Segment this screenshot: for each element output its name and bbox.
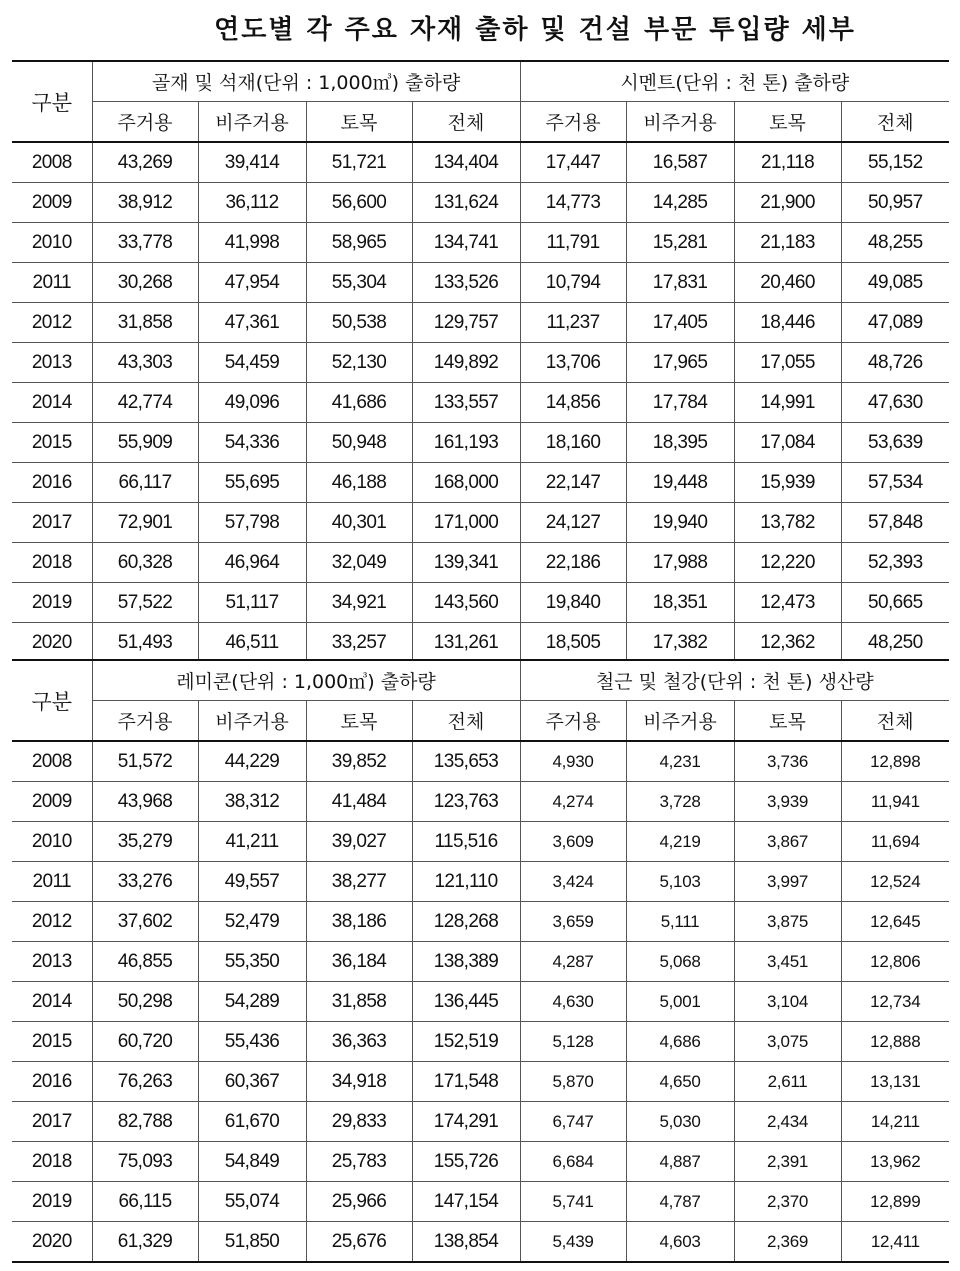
value-cell: 138,389 <box>412 942 520 982</box>
aggregate-group-header: 골재 및 석재(단위 : 1,000㎥) 출하량 <box>92 61 520 102</box>
value-cell: 41,484 <box>306 782 412 822</box>
value-cell: 152,519 <box>412 1022 520 1062</box>
value-cell: 12,734 <box>841 982 949 1022</box>
table-row <box>12 543 949 583</box>
value-cell: 22,147 <box>520 463 626 503</box>
year-cell: 2014 <box>12 982 92 1022</box>
value-cell: 6,684 <box>520 1142 626 1182</box>
value-cell: 41,998 <box>198 223 306 263</box>
value-cell: 3,609 <box>520 822 626 862</box>
value-cell: 5,103 <box>626 862 734 902</box>
value-cell: 5,030 <box>626 1102 734 1142</box>
value-cell: 44,229 <box>198 741 306 782</box>
value-cell: 17,988 <box>626 543 734 583</box>
value-cell: 5,439 <box>520 1222 626 1263</box>
value-cell: 57,848 <box>841 503 949 543</box>
value-cell: 50,957 <box>841 183 949 223</box>
value-cell: 12,888 <box>841 1022 949 1062</box>
value-cell: 4,603 <box>626 1222 734 1263</box>
value-cell: 5,068 <box>626 942 734 982</box>
value-cell: 47,954 <box>198 263 306 303</box>
value-cell: 14,856 <box>520 383 626 423</box>
table-row <box>12 423 949 463</box>
table-row <box>12 1222 949 1263</box>
value-cell: 3,867 <box>734 822 841 862</box>
value-cell: 42,774 <box>92 383 198 423</box>
value-cell: 33,257 <box>306 623 412 664</box>
value-cell: 133,557 <box>412 383 520 423</box>
value-cell: 55,909 <box>92 423 198 463</box>
value-cell: 52,479 <box>198 902 306 942</box>
value-cell: 6,747 <box>520 1102 626 1142</box>
table-row <box>12 982 949 1022</box>
col-header-nonresidential: 비주거용 <box>198 102 306 143</box>
value-cell: 5,128 <box>520 1022 626 1062</box>
value-cell: 4,887 <box>626 1142 734 1182</box>
value-cell: 55,436 <box>198 1022 306 1062</box>
value-cell: 3,728 <box>626 782 734 822</box>
table-row <box>12 1182 949 1222</box>
value-cell: 51,850 <box>198 1222 306 1263</box>
value-cell: 48,726 <box>841 343 949 383</box>
value-cell: 17,965 <box>626 343 734 383</box>
value-cell: 46,964 <box>198 543 306 583</box>
value-cell: 41,211 <box>198 822 306 862</box>
value-cell: 4,219 <box>626 822 734 862</box>
year-cell: 2013 <box>12 343 92 383</box>
col-header-residential: 주거용 <box>520 102 626 143</box>
table-row <box>12 343 949 383</box>
value-cell: 14,991 <box>734 383 841 423</box>
year-cell: 2019 <box>12 583 92 623</box>
value-cell: 21,183 <box>734 223 841 263</box>
value-cell: 3,659 <box>520 902 626 942</box>
year-cell: 2013 <box>12 942 92 982</box>
value-cell: 12,473 <box>734 583 841 623</box>
value-cell: 4,686 <box>626 1022 734 1062</box>
value-cell: 134,741 <box>412 223 520 263</box>
year-cell: 2018 <box>12 543 92 583</box>
year-cell: 2020 <box>12 1222 92 1263</box>
value-cell: 19,840 <box>520 583 626 623</box>
col-header-nonresidential: 비주거용 <box>626 102 734 143</box>
value-cell: 4,787 <box>626 1182 734 1222</box>
value-cell: 128,268 <box>412 902 520 942</box>
value-cell: 52,393 <box>841 543 949 583</box>
table-row <box>12 782 949 822</box>
year-cell: 2016 <box>12 1062 92 1102</box>
value-cell: 40,301 <box>306 503 412 543</box>
value-cell: 25,676 <box>306 1222 412 1263</box>
value-cell: 5,870 <box>520 1062 626 1102</box>
value-cell: 51,572 <box>92 741 198 782</box>
table-row <box>12 263 949 303</box>
value-cell: 138,854 <box>412 1222 520 1263</box>
value-cell: 13,962 <box>841 1142 949 1182</box>
value-cell: 14,773 <box>520 183 626 223</box>
value-cell: 53,639 <box>841 423 949 463</box>
value-cell: 43,968 <box>92 782 198 822</box>
value-cell: 2,391 <box>734 1142 841 1182</box>
value-cell: 39,852 <box>306 741 412 782</box>
year-cell: 2012 <box>12 303 92 343</box>
value-cell: 36,112 <box>198 183 306 223</box>
value-cell: 35,279 <box>92 822 198 862</box>
value-cell: 123,763 <box>412 782 520 822</box>
value-cell: 13,782 <box>734 503 841 543</box>
value-cell: 17,382 <box>626 623 734 664</box>
value-cell: 46,511 <box>198 623 306 664</box>
value-cell: 11,237 <box>520 303 626 343</box>
year-cell: 2015 <box>12 1022 92 1062</box>
value-cell: 30,268 <box>92 263 198 303</box>
value-cell: 18,446 <box>734 303 841 343</box>
value-cell: 39,027 <box>306 822 412 862</box>
table-row <box>12 822 949 862</box>
year-cell: 2009 <box>12 183 92 223</box>
value-cell: 34,921 <box>306 583 412 623</box>
value-cell: 4,274 <box>520 782 626 822</box>
year-cell: 2017 <box>12 1102 92 1142</box>
col-header-total: 전체 <box>412 701 520 742</box>
col-header-total: 전체 <box>841 102 949 143</box>
value-cell: 133,526 <box>412 263 520 303</box>
table-row <box>12 862 949 902</box>
table-row <box>12 741 949 782</box>
year-cell: 2015 <box>12 423 92 463</box>
gubun-header: 구분 <box>12 61 92 142</box>
value-cell: 31,858 <box>306 982 412 1022</box>
value-cell: 32,049 <box>306 543 412 583</box>
value-cell: 55,350 <box>198 942 306 982</box>
value-cell: 66,115 <box>92 1182 198 1222</box>
table-row <box>12 1102 949 1142</box>
cement-group-header: 시멘트(단위 : 천 톤) 출하량 <box>520 61 949 102</box>
value-cell: 52,130 <box>306 343 412 383</box>
value-cell: 2,434 <box>734 1102 841 1142</box>
year-cell: 2011 <box>12 862 92 902</box>
value-cell: 134,404 <box>412 142 520 183</box>
value-cell: 20,460 <box>734 263 841 303</box>
col-header-residential: 주거용 <box>92 102 198 143</box>
value-cell: 3,104 <box>734 982 841 1022</box>
value-cell: 4,930 <box>520 741 626 782</box>
value-cell: 51,493 <box>92 623 198 664</box>
gubun-header: 구분 <box>12 660 92 741</box>
value-cell: 11,694 <box>841 822 949 862</box>
value-cell: 3,875 <box>734 902 841 942</box>
value-cell: 49,085 <box>841 263 949 303</box>
table-body <box>12 741 949 1262</box>
table-row <box>12 303 949 343</box>
value-cell: 43,303 <box>92 343 198 383</box>
value-cell: 12,645 <box>841 902 949 942</box>
value-cell: 139,341 <box>412 543 520 583</box>
value-cell: 47,630 <box>841 383 949 423</box>
value-cell: 3,939 <box>734 782 841 822</box>
value-cell: 11,941 <box>841 782 949 822</box>
col-header-total: 전체 <box>841 701 949 742</box>
value-cell: 22,186 <box>520 543 626 583</box>
value-cell: 131,624 <box>412 183 520 223</box>
value-cell: 38,277 <box>306 862 412 902</box>
value-cell: 33,276 <box>92 862 198 902</box>
steel-group-header: 철근 및 철강(단위 : 천 톤) 생산량 <box>520 660 949 701</box>
value-cell: 131,261 <box>412 623 520 664</box>
year-cell: 2010 <box>12 822 92 862</box>
year-cell: 2016 <box>12 463 92 503</box>
value-cell: 55,152 <box>841 142 949 183</box>
table-row <box>12 223 949 263</box>
value-cell: 48,250 <box>841 623 949 664</box>
value-cell: 49,096 <box>198 383 306 423</box>
table-row <box>12 142 949 183</box>
year-cell: 2014 <box>12 383 92 423</box>
table-row <box>12 942 949 982</box>
value-cell: 38,312 <box>198 782 306 822</box>
year-cell: 2008 <box>12 142 92 183</box>
value-cell: 17,784 <box>626 383 734 423</box>
value-cell: 10,794 <box>520 263 626 303</box>
value-cell: 54,336 <box>198 423 306 463</box>
value-cell: 18,160 <box>520 423 626 463</box>
value-cell: 168,000 <box>412 463 520 503</box>
value-cell: 12,220 <box>734 543 841 583</box>
value-cell: 50,665 <box>841 583 949 623</box>
value-cell: 36,184 <box>306 942 412 982</box>
value-cell: 3,736 <box>734 741 841 782</box>
value-cell: 50,538 <box>306 303 412 343</box>
year-cell: 2011 <box>12 263 92 303</box>
value-cell: 14,211 <box>841 1102 949 1142</box>
value-cell: 47,361 <box>198 303 306 343</box>
value-cell: 37,602 <box>92 902 198 942</box>
value-cell: 17,447 <box>520 142 626 183</box>
value-cell: 12,524 <box>841 862 949 902</box>
value-cell: 41,686 <box>306 383 412 423</box>
value-cell: 21,900 <box>734 183 841 223</box>
table-row <box>12 583 949 623</box>
value-cell: 13,131 <box>841 1062 949 1102</box>
table-row <box>12 902 949 942</box>
value-cell: 57,522 <box>92 583 198 623</box>
value-cell: 15,281 <box>626 223 734 263</box>
value-cell: 12,362 <box>734 623 841 664</box>
remicon-group-header: 레미콘(단위 : 1,000㎥) 출하량 <box>92 660 520 701</box>
value-cell: 12,898 <box>841 741 949 782</box>
value-cell: 174,291 <box>412 1102 520 1142</box>
value-cell: 2,370 <box>734 1182 841 1222</box>
col-header-residential: 주거용 <box>92 701 198 742</box>
table-header <box>12 660 949 741</box>
value-cell: 57,534 <box>841 463 949 503</box>
table-row <box>12 1142 949 1182</box>
value-cell: 2,369 <box>734 1222 841 1263</box>
year-cell: 2017 <box>12 503 92 543</box>
value-cell: 161,193 <box>412 423 520 463</box>
value-cell: 54,459 <box>198 343 306 383</box>
value-cell: 12,806 <box>841 942 949 982</box>
value-cell: 12,411 <box>841 1222 949 1263</box>
value-cell: 13,706 <box>520 343 626 383</box>
col-header-civil: 토목 <box>734 102 841 143</box>
value-cell: 3,075 <box>734 1022 841 1062</box>
value-cell: 46,855 <box>92 942 198 982</box>
value-cell: 50,298 <box>92 982 198 1022</box>
table-row <box>12 503 949 543</box>
value-cell: 36,363 <box>306 1022 412 1062</box>
value-cell: 3,424 <box>520 862 626 902</box>
value-cell: 60,328 <box>92 543 198 583</box>
value-cell: 72,901 <box>92 503 198 543</box>
value-cell: 135,653 <box>412 741 520 782</box>
value-cell: 5,741 <box>520 1182 626 1222</box>
value-cell: 12,899 <box>841 1182 949 1222</box>
value-cell: 33,778 <box>92 223 198 263</box>
table-header <box>12 61 949 142</box>
value-cell: 31,858 <box>92 303 198 343</box>
value-cell: 17,831 <box>626 263 734 303</box>
value-cell: 76,263 <box>92 1062 198 1102</box>
value-cell: 21,118 <box>734 142 841 183</box>
value-cell: 38,912 <box>92 183 198 223</box>
value-cell: 48,255 <box>841 223 949 263</box>
value-cell: 55,074 <box>198 1182 306 1222</box>
value-cell: 3,451 <box>734 942 841 982</box>
value-cell: 4,630 <box>520 982 626 1022</box>
col-header-civil: 토목 <box>734 701 841 742</box>
value-cell: 129,757 <box>412 303 520 343</box>
aggregate-cement-table <box>12 60 949 664</box>
value-cell: 39,414 <box>198 142 306 183</box>
value-cell: 47,089 <box>841 303 949 343</box>
year-cell: 2010 <box>12 223 92 263</box>
value-cell: 171,548 <box>412 1062 520 1102</box>
value-cell: 61,670 <box>198 1102 306 1142</box>
value-cell: 5,001 <box>626 982 734 1022</box>
value-cell: 14,285 <box>626 183 734 223</box>
value-cell: 57,798 <box>198 503 306 543</box>
value-cell: 25,966 <box>306 1182 412 1222</box>
value-cell: 60,367 <box>198 1062 306 1102</box>
value-cell: 115,516 <box>412 822 520 862</box>
table-row <box>12 463 949 503</box>
value-cell: 75,093 <box>92 1142 198 1182</box>
year-cell: 2020 <box>12 623 92 664</box>
value-cell: 51,117 <box>198 583 306 623</box>
value-cell: 136,445 <box>412 982 520 1022</box>
value-cell: 29,833 <box>306 1102 412 1142</box>
value-cell: 3,997 <box>734 862 841 902</box>
value-cell: 11,791 <box>520 223 626 263</box>
value-cell: 15,939 <box>734 463 841 503</box>
value-cell: 50,948 <box>306 423 412 463</box>
value-cell: 17,405 <box>626 303 734 343</box>
year-cell: 2008 <box>12 741 92 782</box>
table-row <box>12 623 949 664</box>
value-cell: 17,084 <box>734 423 841 463</box>
year-cell: 2009 <box>12 782 92 822</box>
table-row <box>12 383 949 423</box>
col-header-nonresidential: 비주거용 <box>626 701 734 742</box>
value-cell: 18,505 <box>520 623 626 664</box>
value-cell: 43,269 <box>92 142 198 183</box>
value-cell: 82,788 <box>92 1102 198 1142</box>
year-cell: 2012 <box>12 902 92 942</box>
remicon-steel-table <box>12 659 949 1263</box>
col-header-civil: 토목 <box>306 102 412 143</box>
value-cell: 18,351 <box>626 583 734 623</box>
value-cell: 56,600 <box>306 183 412 223</box>
value-cell: 17,055 <box>734 343 841 383</box>
value-cell: 46,188 <box>306 463 412 503</box>
value-cell: 34,918 <box>306 1062 412 1102</box>
value-cell: 5,111 <box>626 902 734 942</box>
value-cell: 143,560 <box>412 583 520 623</box>
value-cell: 24,127 <box>520 503 626 543</box>
value-cell: 49,557 <box>198 862 306 902</box>
value-cell: 38,186 <box>306 902 412 942</box>
value-cell: 19,940 <box>626 503 734 543</box>
col-header-nonresidential: 비주거용 <box>198 701 306 742</box>
value-cell: 66,117 <box>92 463 198 503</box>
value-cell: 18,395 <box>626 423 734 463</box>
value-cell: 147,154 <box>412 1182 520 1222</box>
value-cell: 171,000 <box>412 503 520 543</box>
value-cell: 60,720 <box>92 1022 198 1062</box>
year-cell: 2019 <box>12 1182 92 1222</box>
value-cell: 4,231 <box>626 741 734 782</box>
value-cell: 61,329 <box>92 1222 198 1263</box>
value-cell: 51,721 <box>306 142 412 183</box>
col-header-residential: 주거용 <box>520 701 626 742</box>
value-cell: 155,726 <box>412 1142 520 1182</box>
value-cell: 4,650 <box>626 1062 734 1102</box>
value-cell: 55,304 <box>306 263 412 303</box>
table-row <box>12 1022 949 1062</box>
value-cell: 16,587 <box>626 142 734 183</box>
table-body <box>12 142 949 663</box>
value-cell: 25,783 <box>306 1142 412 1182</box>
value-cell: 2,611 <box>734 1062 841 1102</box>
value-cell: 54,849 <box>198 1142 306 1182</box>
table-row <box>12 1062 949 1102</box>
page-title: 연도별 각 주요 자재 출하 및 건설 부문 투입량 세부 <box>214 15 856 45</box>
col-header-civil: 토목 <box>306 701 412 742</box>
value-cell: 54,289 <box>198 982 306 1022</box>
value-cell: 19,448 <box>626 463 734 503</box>
value-cell: 4,287 <box>520 942 626 982</box>
year-cell: 2018 <box>12 1142 92 1182</box>
value-cell: 121,110 <box>412 862 520 902</box>
value-cell: 149,892 <box>412 343 520 383</box>
value-cell: 58,965 <box>306 223 412 263</box>
value-cell: 55,695 <box>198 463 306 503</box>
table-row <box>12 183 949 223</box>
col-header-total: 전체 <box>412 102 520 143</box>
